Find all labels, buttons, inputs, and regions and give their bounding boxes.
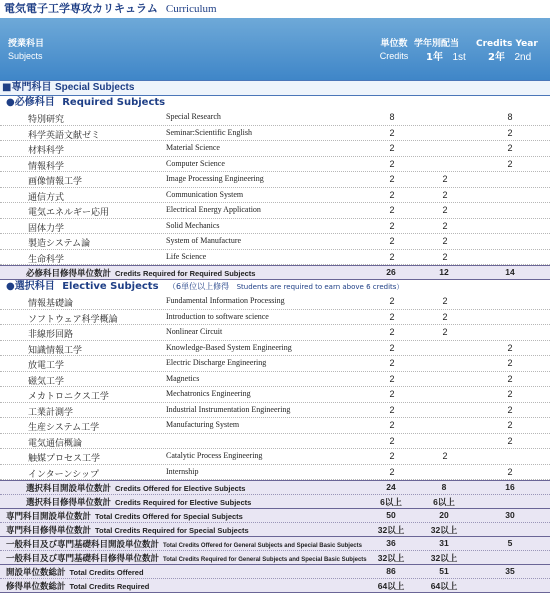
total-label	[6, 580, 149, 592]
subject-row	[0, 172, 550, 188]
subject-name-ja: 材料科学	[28, 146, 65, 156]
subject-name-en: Life Science	[166, 251, 207, 261]
total-credits-value: 6以上	[380, 497, 402, 507]
header-year-en: Credits Year	[476, 39, 538, 49]
total-credits-value: 64以上	[377, 581, 405, 591]
subject-name-en: Communication System	[166, 189, 244, 199]
total-year2-value: 35	[505, 566, 515, 576]
subject-name-ja: 画像情報工学	[28, 177, 83, 187]
total-label	[26, 267, 255, 279]
subject-row	[0, 372, 550, 388]
subject-row	[0, 341, 550, 357]
header-subjects-en: Subjects	[8, 51, 43, 61]
subject-name-en: Industrial Instrumentation Engineering	[166, 404, 291, 414]
section-special-subjects	[0, 80, 550, 96]
total-label-en: Credits Required for Elective Subjects	[115, 498, 252, 507]
subject-name-ja: 非線形回路	[28, 330, 74, 340]
elective-subjects-list	[0, 294, 550, 480]
subject-name-ja: メカトロニクス工学	[28, 392, 109, 402]
subject-name-en: Image Processing Engineering	[166, 174, 264, 183]
elective-subjects-heading	[0, 280, 550, 294]
credits-value: 2	[389, 404, 395, 415]
subject-row	[0, 219, 550, 235]
header-credits	[374, 38, 414, 62]
total-credits-value: 32以上	[377, 553, 405, 563]
section-ja: ■専門科目	[2, 82, 52, 93]
total-year1-value: 32以上	[430, 553, 458, 563]
subject-name-ja: 生産システム工学	[28, 423, 100, 433]
subject-name-en: Nonlinear Circuit	[166, 327, 223, 336]
header-y1-ja: 1年	[426, 52, 443, 63]
subject-name-ja: 電気エネルギー応用	[28, 208, 110, 218]
subject-row	[0, 434, 550, 450]
credits-value: 2	[389, 358, 395, 368]
subject-name-ja: インターンシップ	[28, 469, 100, 480]
credits-value: 2	[389, 420, 395, 430]
year2-value: 2	[507, 143, 513, 153]
credits-value: 2	[389, 127, 395, 138]
year1-value: 2	[442, 205, 448, 215]
total-credits-value: 36	[386, 538, 396, 548]
year1-value: 2	[442, 296, 448, 306]
header-year-ja: 学年別配当	[414, 39, 460, 49]
total-label-en: Total Credits Offered	[69, 568, 144, 577]
total-row	[0, 523, 550, 537]
title-en: Curriculum	[165, 3, 217, 15]
subject-row	[0, 110, 550, 126]
subject-row	[0, 356, 550, 372]
total-label-ja: 選択科目開設単位数計	[26, 484, 112, 494]
year2-value: 2	[507, 373, 513, 384]
required-title-ja: ●必修科目	[6, 97, 55, 108]
total-year1-value: 32以上	[430, 525, 458, 535]
subject-row	[0, 141, 550, 157]
section-en: Special Subjects	[54, 82, 135, 93]
total-label-en: Credits Offered for Elective Subjects	[115, 484, 246, 493]
subject-row	[0, 203, 550, 219]
header-y1-en: 1st	[452, 52, 466, 63]
credits-value: 2	[389, 236, 395, 246]
subject-name-en: System of Manufacture	[166, 236, 242, 245]
total-year1-value: 6以上	[433, 497, 455, 507]
page-title	[0, 0, 550, 18]
year2-value: 2	[507, 435, 513, 446]
subject-name-en: Seminar:Scientific English	[166, 127, 252, 137]
credits-value: 2	[389, 189, 395, 200]
subject-name-ja: 固体力学	[28, 223, 65, 234]
total-label-ja: 一般科目及び専門基礎科目修得単位数計	[6, 554, 160, 564]
subject-name-en: Fundamental Information Processing	[166, 296, 285, 305]
subject-name-en: Special Research	[166, 112, 221, 121]
header-credits-en: Credits	[379, 51, 409, 61]
subject-row	[0, 250, 550, 266]
subject-name-en: Manufacturing System	[166, 420, 240, 429]
subject-name-en: Knowledge-Based System Engineering	[166, 342, 292, 352]
credits-value: 2	[389, 143, 395, 153]
credits-value: 2	[389, 435, 395, 446]
total-year1-value: 51	[439, 566, 449, 576]
subject-name-en: Solid Mechanics	[166, 220, 220, 230]
total-label	[26, 496, 251, 508]
credits-value: 8	[389, 112, 395, 122]
total-credits-value: 24	[386, 482, 396, 492]
credits-value: 2	[389, 296, 395, 306]
total-year1-value: 64以上	[430, 581, 458, 591]
total-credits-value: 86	[386, 566, 396, 576]
subject-name-en: Catalytic Process Engineering	[166, 451, 263, 460]
subject-row	[0, 310, 550, 326]
total-year2-value: 5	[507, 538, 513, 548]
header-year2	[488, 52, 531, 64]
subject-name-ja: 放電工学	[28, 361, 65, 371]
total-row	[0, 480, 550, 495]
total-row	[0, 265, 550, 280]
total-year1-value: 8	[441, 482, 447, 492]
header-y2-en: 2nd	[514, 52, 532, 63]
required-subjects-heading	[0, 96, 550, 110]
subject-name-en: Computer Science	[166, 158, 225, 168]
year1-value: 2	[442, 327, 448, 337]
grand-total-rows	[0, 509, 550, 593]
total-row	[0, 509, 550, 523]
total-label	[6, 552, 367, 564]
credits-value: 2	[389, 311, 395, 322]
credits-value: 2	[389, 373, 395, 384]
subject-name-ja: 情報科学	[28, 161, 65, 172]
total-label	[26, 482, 245, 494]
elective-title-ja: ●選択科目	[6, 281, 55, 292]
total-credits-value: 50	[386, 510, 396, 520]
total-year1-value: 20	[439, 510, 449, 520]
credits-value: 2	[389, 174, 395, 184]
credits-value: 2	[389, 220, 395, 231]
total-row	[0, 579, 550, 593]
subject-name-ja: 通信方式	[28, 192, 65, 203]
total-year1-value: 12	[439, 267, 449, 277]
header-credits-ja: 単位数	[380, 39, 408, 49]
total-year1-value: 31	[439, 538, 449, 548]
total-label-en: Total Credits Offered for General Subjects and Special Basic Subjects	[163, 543, 362, 549]
subject-name-ja: 製造システム論	[28, 239, 91, 249]
total-label-ja: 専門科目開設単位数計	[6, 512, 92, 522]
total-label-en: Total Credits Required for General Subjects and Special Basic Subjects	[163, 557, 367, 563]
subject-name-ja: 電気通信概論	[28, 438, 83, 449]
year2-value: 2	[507, 358, 513, 368]
elective-title-en: Elective Subjects	[62, 281, 159, 292]
subject-row	[0, 403, 550, 419]
subject-name-en: Mechatronics Engineering	[166, 389, 251, 398]
header-subjects-ja: 授業科目	[8, 39, 45, 49]
credits-value: 2	[389, 466, 395, 477]
credits-value: 2	[389, 251, 395, 262]
total-row	[0, 495, 550, 509]
required-subjects-list	[0, 110, 550, 265]
total-label-en: Total Credits Offered for Special Subjects	[95, 512, 243, 521]
subject-name-en: Material Science	[166, 143, 220, 152]
total-label-en: Total Credits Required for Special Subjects	[95, 526, 249, 535]
elective-note-ja: （6単位以上修得	[168, 282, 230, 291]
year2-value: 2	[507, 342, 513, 353]
subject-row	[0, 449, 550, 465]
elective-total-rows	[0, 480, 550, 509]
year1-value: 2	[442, 189, 448, 200]
total-year2-value: 30	[505, 510, 515, 520]
total-row	[0, 551, 550, 565]
year1-value: 2	[442, 236, 448, 246]
subject-name-ja: 特別研究	[28, 115, 65, 125]
total-credits-value: 26	[386, 267, 396, 277]
subject-name-ja: 工業計測学	[28, 407, 74, 418]
subject-name-en: Introduction to software science	[166, 311, 269, 321]
total-year2-value: 14	[505, 267, 515, 277]
total-label	[6, 566, 144, 578]
subject-row	[0, 325, 550, 341]
year2-value: 2	[507, 389, 513, 399]
subject-name-ja: 情報基礎論	[28, 299, 74, 309]
subject-name-ja: 触媒プロセス工学	[28, 454, 101, 464]
subject-name-ja: 科学英語文献ゼミ	[28, 130, 101, 141]
credits-value: 2	[389, 389, 395, 399]
subject-name-en: Magnetics	[166, 373, 200, 383]
subject-name-en: Electrical Energy Application	[166, 205, 261, 214]
total-label	[6, 524, 249, 536]
total-label-ja: 開設単位数総計	[6, 568, 66, 578]
total-label-ja: 修得単位数総計	[6, 582, 66, 592]
title-ja: 電気電子工学専攻カリキュラム	[4, 2, 158, 15]
header-year1	[426, 52, 466, 64]
subject-row	[0, 465, 550, 481]
total-year2-value: 16	[505, 482, 515, 492]
subject-name-en: Electric Discharge Engineering	[166, 358, 267, 367]
subject-row	[0, 294, 550, 310]
header-subjects	[8, 38, 44, 62]
total-label-en: Credits Required for Required Subjects	[115, 269, 256, 278]
year1-value: 2	[442, 220, 448, 231]
subject-name-ja: ソフトウェア科学概論	[28, 314, 118, 325]
subject-row	[0, 188, 550, 204]
credits-value: 2	[389, 158, 395, 169]
subject-row	[0, 418, 550, 434]
subject-name-ja: 知識情報工学	[28, 345, 83, 356]
subject-row	[0, 234, 550, 250]
year2-value: 2	[507, 158, 513, 169]
credits-value: 2	[389, 205, 395, 215]
subject-name-ja: 磁気工学	[28, 376, 65, 387]
total-credits-value: 32以上	[377, 525, 405, 535]
subject-name-en: Internship	[166, 466, 199, 476]
table-header	[0, 18, 550, 80]
credits-value: 2	[389, 327, 395, 337]
total-label-ja: 必修科目修得単位数計	[26, 269, 112, 279]
year1-value: 2	[442, 251, 448, 262]
year2-value: 2	[507, 404, 513, 415]
year2-value: 8	[507, 112, 513, 122]
year2-value: 2	[507, 127, 513, 138]
total-label	[6, 510, 243, 522]
subject-row	[0, 157, 550, 173]
year1-value: 2	[442, 311, 448, 322]
year2-value: 2	[507, 420, 513, 430]
credits-value: 2	[389, 342, 395, 353]
total-label-ja: 一般科目及び専門基礎科目開設単位数計	[6, 540, 160, 550]
total-label-ja: 専門科目修得単位数計	[6, 526, 92, 536]
total-row	[0, 537, 550, 551]
elective-note-en: Students are required to earn above 6 credits）	[236, 283, 404, 291]
required-title-en: Required Subjects	[62, 97, 166, 108]
credits-value: 2	[389, 451, 395, 461]
total-label-ja: 選択科目修得単位数計	[26, 498, 112, 508]
subject-row	[0, 387, 550, 403]
year2-value: 2	[507, 466, 513, 477]
total-label	[6, 538, 362, 550]
year1-value: 2	[442, 451, 448, 461]
year1-value: 2	[442, 174, 448, 184]
total-label-en: Total Credits Required	[69, 582, 150, 591]
required-total-row	[0, 265, 550, 280]
subject-name-ja: 生命科学	[28, 254, 65, 265]
header-y2-ja: 2年	[488, 52, 505, 63]
subject-row	[0, 126, 550, 142]
